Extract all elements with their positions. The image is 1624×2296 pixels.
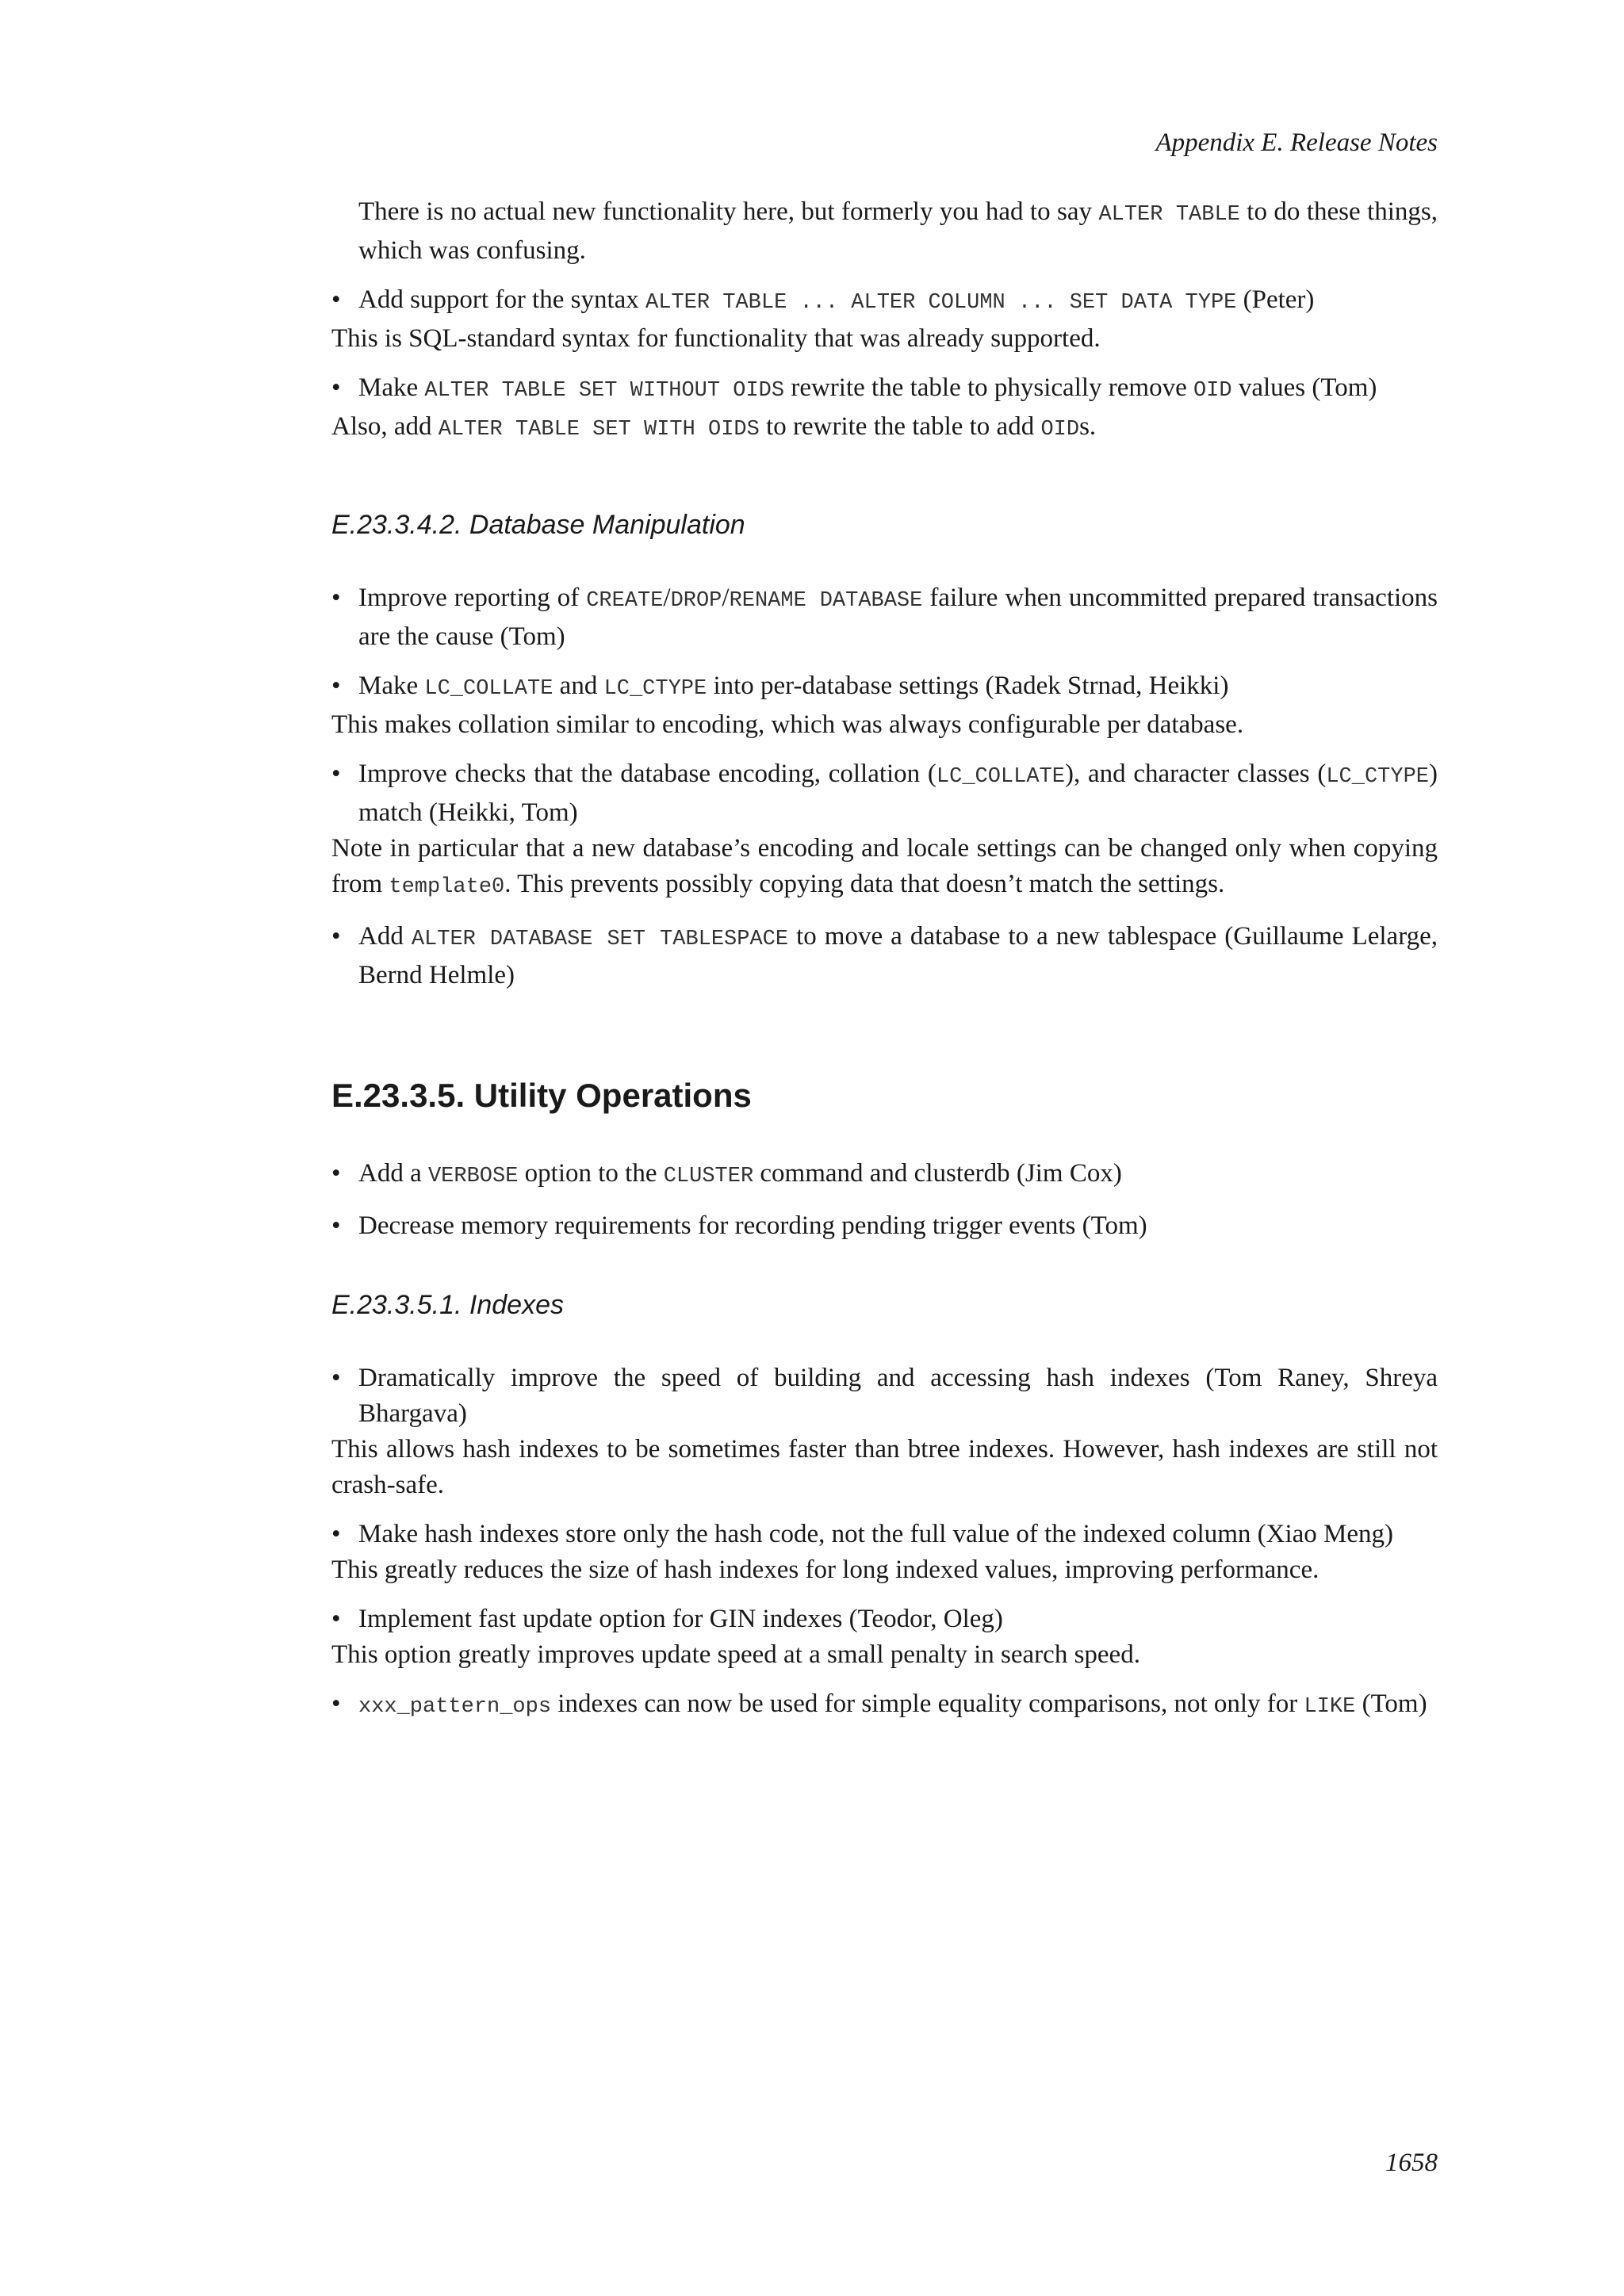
bullet-list-alter-table — [331, 282, 1438, 321]
bullet-icon: • — [331, 584, 341, 612]
list-item: • Add a VERBOSE option to the CLUSTER command and clusterdb (Jim Cox) — [331, 1156, 1438, 1195]
paragraph-sub-note: Also, add ALTER TABLE SET WITH OIDS to rewrite the table to add OIDs. — [331, 412, 1097, 442]
bullet-icon: • — [331, 922, 341, 951]
bullet-icon: • — [331, 1689, 341, 1718]
list-item: • Implement fast update option for GIN indexes (Teodor, Oleg) — [331, 1601, 1438, 1637]
list-item: • Add ALTER DATABASE SET TABLESPACE to move a database to a new tablespace (Guillaume Lelarge, Bernd Helmle) — [331, 919, 1438, 993]
section-heading-utility-operations: E.23.3.5. Utility Operations — [331, 1077, 752, 1114]
bullet-icon: • — [331, 1605, 341, 1633]
subsection-heading-indexes: E.23.3.5.1. Indexes — [331, 1290, 564, 1320]
list-item: • Make hash indexes store only the hash code, not the full value of the indexed column (Xiao Meng) — [331, 1517, 1438, 1552]
paragraph-sub-note: This makes collation similar to encoding, which was always configurable per database. — [331, 710, 1244, 739]
list-item: • xxx_pattern_ops indexes can now be used for simple equality comparisons, not only for LIKE (Tom) — [331, 1686, 1438, 1725]
paragraph-sub-note: This is SQL-standard syntax for functionality that was already supported. — [331, 324, 1101, 353]
list-item: • Make LC_COLLATE and LC_CTYPE into per-database settings (Radek Strnad, Heikki) — [331, 668, 1438, 707]
running-header: Appendix E. Release Notes — [1155, 128, 1438, 157]
bullet-icon: • — [331, 373, 341, 402]
bullet-icon: • — [331, 1159, 341, 1188]
code-alter-table: ALTER TABLE — [1098, 203, 1240, 227]
list-item: • Improve checks that the database encoding, collation (LC_COLLATE), and character classes (LC_CTYPE) match (Heikki, Tom) — [331, 756, 1438, 831]
list-item: • Decrease memory requirements for recording pending trigger events (Tom) — [331, 1208, 1438, 1244]
list-item: • Dramatically improve the speed of building and accessing hash indexes (Tom Raney, Shreya Bhargava) — [331, 1360, 1438, 1432]
list-item: • Improve reporting of CREATE/DROP/RENAME DATABASE failure when uncommitted prepared transactions are the cause (Tom) — [331, 580, 1438, 655]
page-content — [331, 194, 1438, 1725]
bullet-icon: • — [331, 760, 341, 788]
paragraph-sub-note: This greatly reduces the size of hash indexes for long indexed values, improving performance. — [331, 1556, 1320, 1584]
subsection-heading-database-manipulation: E.23.3.4.2. Database Manipulation — [331, 510, 745, 540]
paragraph-sub-note: This allows hash indexes to be sometimes faster than btree indexes. However, hash indexes are still not crash-safe. — [331, 1435, 1438, 1499]
bullet-icon: • — [331, 1520, 341, 1548]
paragraph-alter-table-note: There is no actual new functionality here, but formerly you had to say ALTER TABLE to do these things, which was confusing. — [358, 197, 1438, 265]
list-item: • Make ALTER TABLE SET WITHOUT OIDS rewrite the table to physically remove OID values (Tom) — [331, 370, 1438, 409]
paragraph-sub-note: Note in particular that a new database’s encoding and locale settings can be changed only when copying from template0. This prevents possibly copying data that doesn’t match the settings. — [331, 834, 1438, 899]
list-item: • Add support for the syntax ALTER TABLE ... ALTER COLUMN ... SET DATA TYPE (Peter) — [331, 282, 1438, 321]
page-number: 1658 — [1385, 2149, 1438, 2177]
bullet-icon: • — [331, 1211, 341, 1240]
bullet-icon: • — [331, 285, 341, 314]
bullet-icon: • — [331, 1364, 341, 1392]
bullet-icon: • — [331, 672, 341, 700]
paragraph-sub-note: This option greatly improves update speed at a small penalty in search speed. — [331, 1640, 1140, 1669]
